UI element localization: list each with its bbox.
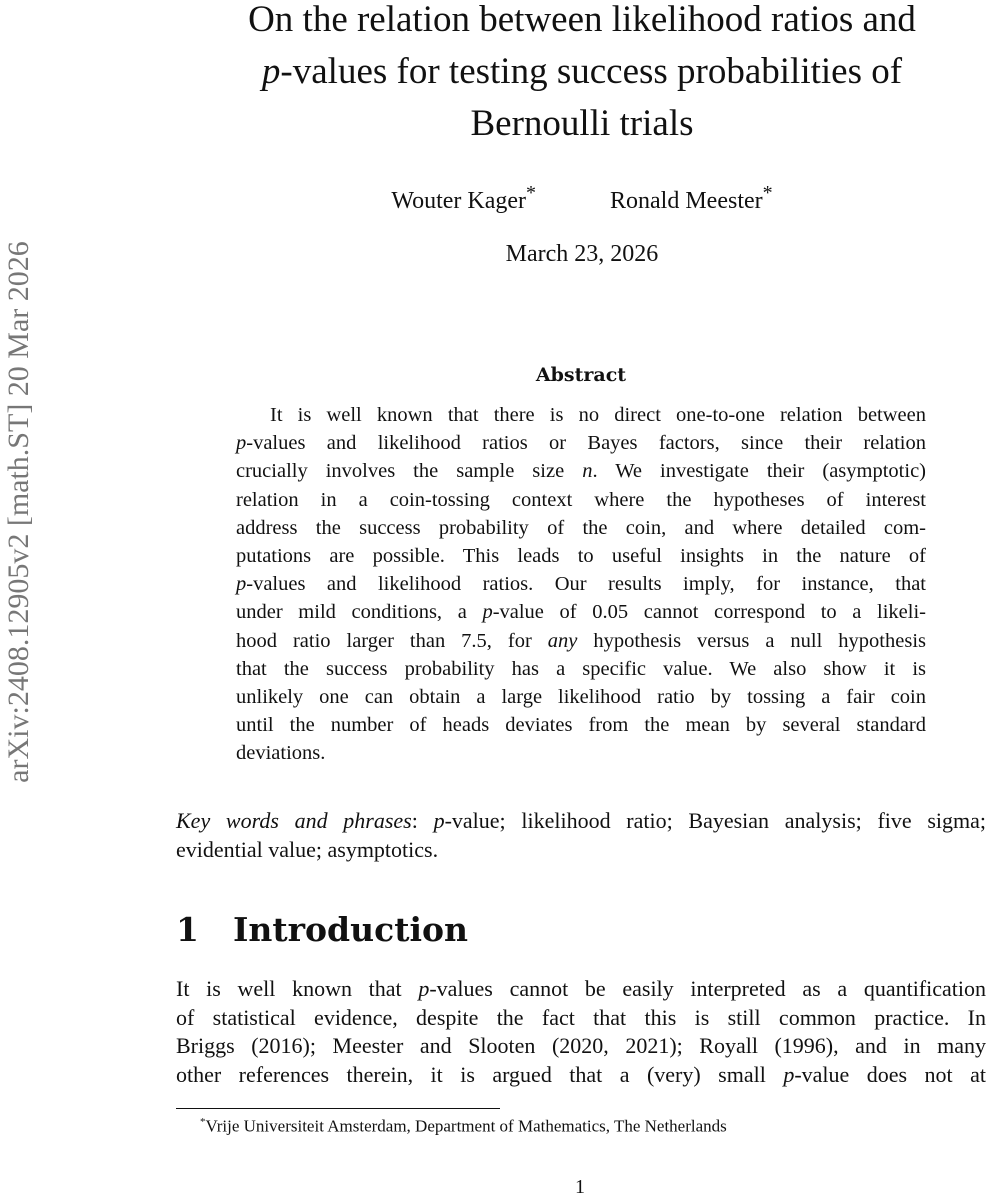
italic-text: Key words and phrases: [176, 808, 412, 833]
text-line: [236, 658, 926, 681]
text-run: other references therein, it is argued that a (very) small: [176, 1061, 784, 1087]
section-heading: [176, 910, 468, 949]
text-run: -values and likelihood ratios or Bayes factors, since their relation: [246, 432, 926, 455]
italic-text: p: [236, 432, 247, 455]
text-line: [236, 460, 926, 483]
author: [610, 182, 773, 214]
text-line: [176, 808, 986, 834]
text-run: Bernoulli trials: [470, 103, 694, 144]
text-line: [236, 432, 926, 455]
footnote: [200, 1116, 727, 1137]
italic-text: n: [582, 460, 593, 483]
text-run: -values for testing success probabilities of: [280, 51, 903, 92]
title-line: [176, 46, 987, 98]
text-run: unlikely one can obtain a large likelihood ratio by tossing a fair coin: [236, 686, 926, 708]
text-run: address the success probability of the coin, and where detailed com-: [236, 516, 926, 539]
text-run: putations are possible. This leads to useful insights in the nature of: [236, 545, 926, 567]
footnote-mark: *: [200, 1116, 206, 1128]
date: March 23, 2026: [505, 241, 659, 267]
italic-text: p: [433, 808, 445, 833]
page-number: 1: [575, 1176, 585, 1198]
text-line: [236, 630, 926, 653]
section-number: 1: [176, 910, 199, 949]
italic-text: p: [261, 51, 281, 92]
authors: [176, 182, 987, 215]
text-line: [236, 545, 926, 568]
text-line: [176, 1033, 986, 1059]
author: [391, 182, 537, 214]
text-run: Briggs (2016); Meester and Slooten (2020, 2021); Royall (1996), and in many: [176, 1033, 986, 1058]
text-line: [176, 1005, 986, 1031]
text-run: It is well known that there is no direct one-to-one relation between: [270, 404, 926, 426]
text-run: -value; likelihood ratio; Bayesian analysis; five sigma;: [444, 808, 987, 833]
author-name: Ronald Meester: [610, 188, 763, 214]
text-run: . We investigate their (asymptotic): [592, 460, 926, 483]
italic-text: p: [418, 976, 430, 1001]
text-line: [236, 686, 926, 709]
text-run: hood ratio larger than 7.5, for: [236, 629, 548, 652]
text-run: -values and likelihood ratios. Our results imply, for instance, that: [246, 573, 926, 596]
paper-title: [176, 0, 987, 150]
section-title: Introduction: [232, 910, 468, 949]
text-line: [236, 404, 926, 427]
text-run: deviations.: [236, 742, 326, 765]
text-run: crucially involves the sample size: [236, 460, 583, 483]
text-run: It is well known that: [176, 976, 419, 1001]
footnote-rule: [176, 1108, 500, 1109]
affiliation-mark: *: [762, 182, 773, 204]
arxiv-identifier-sidebar: arXiv:2408.12905v2 [math.ST] 20 Mar 2026: [2, 241, 35, 783]
text-run: until the number of heads deviates from the mean by several standard: [236, 714, 926, 737]
affiliation-mark: *: [526, 182, 537, 204]
abstract-heading: Abstract: [535, 364, 627, 386]
italic-text: any: [547, 629, 578, 652]
text-run: relation in a coin-tossing context where the hypotheses of interest: [236, 488, 926, 511]
text-run: under mild conditions, a: [236, 601, 483, 624]
text-line: [176, 837, 986, 863]
text-run: that the success probability has a specific value. We also show it is: [236, 657, 926, 680]
text-run: :: [411, 808, 434, 833]
italic-text: p: [236, 573, 247, 596]
text-run: of statistical evidence, despite the fact that this is still common practice. In: [176, 1004, 986, 1030]
text-line: [236, 714, 926, 737]
text-run: -value does not at: [794, 1061, 986, 1087]
text-run: On the relation between likelihood ratios and: [248, 0, 916, 40]
text-line: [236, 742, 926, 765]
title-line: [176, 0, 987, 46]
italic-text: p: [783, 1061, 795, 1087]
text-line: [236, 601, 926, 624]
text-run: evidential value; asymptotics.: [176, 837, 439, 862]
italic-text: p: [482, 601, 493, 624]
text-line: [236, 573, 926, 596]
text-line: [176, 1062, 986, 1088]
author-name: Wouter Kager: [391, 188, 527, 214]
text-run: -value of 0.05 cannot correspond to a likeli-: [492, 601, 926, 624]
text-run: -values cannot be easily interpreted as a quantification: [429, 976, 986, 1001]
text-line: [176, 976, 986, 1002]
text-line: [236, 489, 926, 512]
title-line: [176, 98, 987, 150]
footnote-text: Vrije Universiteit Amsterdam, Department of Mathematics, The Netherlands: [205, 1116, 727, 1136]
text-run: hypothesis versus a null hypothesis: [577, 629, 926, 652]
text-line: [236, 517, 926, 540]
